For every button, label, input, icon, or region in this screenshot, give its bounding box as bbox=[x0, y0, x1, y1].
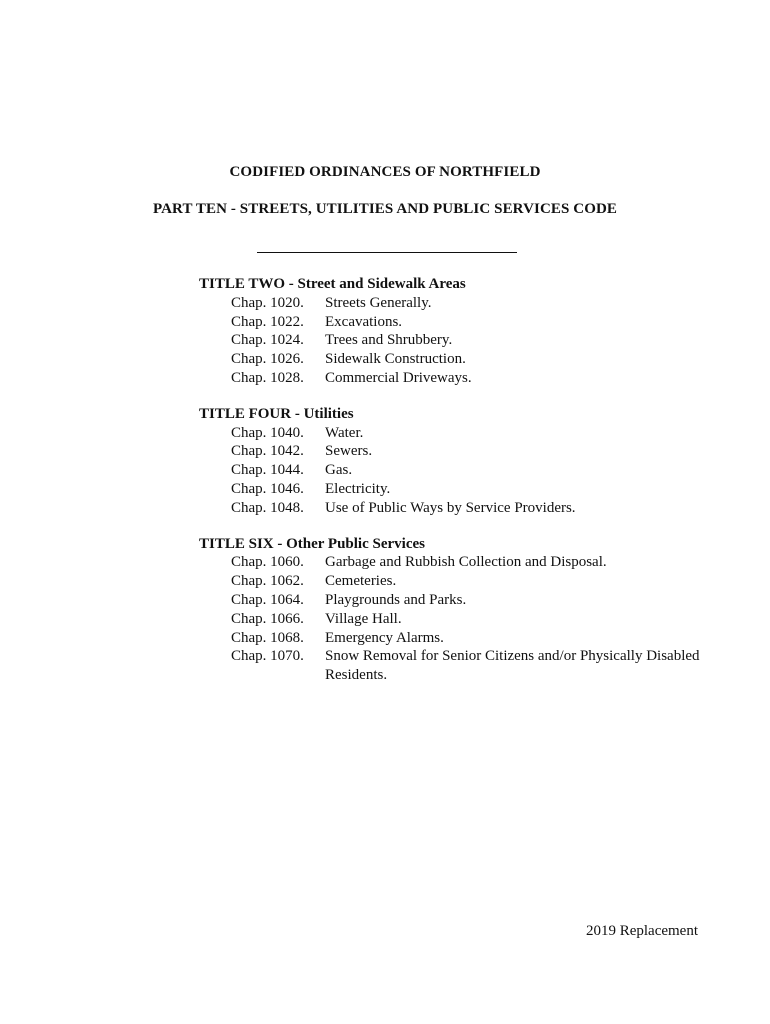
chapter-row bbox=[199, 350, 739, 369]
chapter-row bbox=[199, 629, 739, 648]
chapter-row bbox=[199, 610, 739, 629]
chapter-number: Chap. 1028. bbox=[231, 369, 304, 386]
chapter-number: Chap. 1042. bbox=[231, 443, 304, 460]
chapter-row bbox=[199, 591, 739, 610]
title-heading: TITLE SIX - Other Public Services bbox=[199, 535, 425, 552]
chapter-number: Chap. 1060. bbox=[231, 554, 304, 571]
chapter-number: Chap. 1024. bbox=[231, 332, 304, 349]
chapter-row bbox=[199, 461, 739, 480]
chapter-number: Chap. 1044. bbox=[231, 462, 304, 479]
title-six-section bbox=[199, 535, 739, 685]
chapter-row bbox=[199, 424, 739, 443]
chapter-name: Garbage and Rubbish Collection and Disposal. bbox=[325, 554, 607, 571]
chapter-name: Water. bbox=[325, 424, 364, 441]
chapter-row bbox=[199, 294, 739, 313]
footer-replacement-year: 2019 Replacement bbox=[585, 923, 698, 939]
chapter-number: Chap. 1062. bbox=[231, 573, 304, 590]
chapter-number: Chap. 1020. bbox=[231, 294, 304, 311]
chapter-number: Chap. 1048. bbox=[231, 499, 304, 516]
chapter-name: Sidewalk Construction. bbox=[325, 351, 466, 368]
chapter-name: Village Hall. bbox=[325, 610, 402, 627]
chapter-number: Chap. 1070. bbox=[231, 648, 304, 665]
chapter-number: Chap. 1022. bbox=[231, 313, 304, 330]
chapter-name: Electricity. bbox=[325, 480, 391, 497]
document-title: CODIFIED ORDINANCES OF NORTHFIELD bbox=[229, 164, 541, 180]
table-of-contents bbox=[199, 275, 739, 702]
chapter-number: Chap. 1068. bbox=[231, 629, 304, 646]
chapter-name: Commercial Driveways. bbox=[325, 369, 472, 386]
chapter-row bbox=[199, 331, 739, 350]
title-heading: TITLE TWO - Street and Sidewalk Areas bbox=[199, 276, 466, 292]
part-title: PART TEN - STREETS, UTILITIES AND PUBLIC SERVICES CODE bbox=[152, 201, 618, 217]
chapter-row bbox=[199, 499, 739, 518]
chapter-row bbox=[199, 369, 739, 388]
chapter-name: Cemeteries. bbox=[325, 573, 397, 590]
chapter-number: Chap. 1040. bbox=[231, 424, 304, 441]
chapter-name: Sewers. bbox=[325, 443, 373, 460]
chapter-number: Chap. 1046. bbox=[231, 480, 304, 497]
chapter-name: Snow Removal for Senior Citizens and/or Physically Disabled Residents. bbox=[325, 648, 700, 684]
title-heading: TITLE FOUR - Utilities bbox=[199, 405, 354, 422]
chapter-row bbox=[199, 572, 739, 591]
chapter-name: Use of Public Ways by Service Providers. bbox=[325, 499, 576, 516]
chapter-number: Chap. 1066. bbox=[231, 610, 304, 627]
chapter-row bbox=[199, 313, 739, 332]
chapter-row bbox=[199, 480, 739, 499]
chapter-name: Emergency Alarms. bbox=[325, 629, 444, 646]
chapter-number: Chap. 1026. bbox=[231, 351, 304, 368]
chapter-row bbox=[199, 553, 739, 572]
divider-rule bbox=[257, 252, 517, 253]
chapter-row bbox=[199, 442, 739, 461]
title-two-section bbox=[199, 275, 739, 388]
chapter-name: Playgrounds and Parks. bbox=[325, 591, 467, 608]
chapter-name: Gas. bbox=[325, 462, 353, 479]
chapter-name: Streets Generally. bbox=[325, 294, 432, 311]
chapter-row bbox=[199, 647, 739, 685]
chapter-name: Trees and Shrubbery. bbox=[325, 332, 453, 349]
title-four-section bbox=[199, 405, 739, 518]
chapter-name: Excavations. bbox=[325, 313, 403, 330]
chapter-number: Chap. 1064. bbox=[231, 591, 304, 608]
